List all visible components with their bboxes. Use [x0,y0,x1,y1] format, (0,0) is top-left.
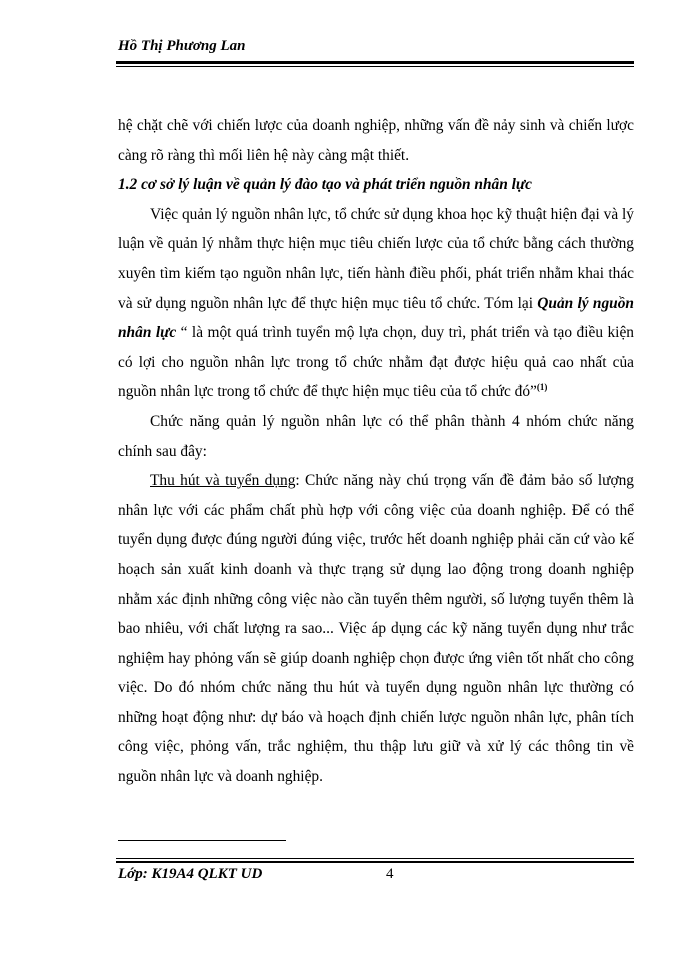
emphasis-term: Quản lý nguồn nhân lực [118,294,634,342]
paragraph-functions-intro: Chức năng quản lý nguồn nhân lực có thể phân thành 4 nhóm chức năng chính sau đây: [118,412,634,460]
document-body [118,111,634,792]
section-heading: 1.2 cơ sở lý luận về quản lý đào tạo và phát triển nguồn nhân lực [118,176,532,194]
footer-rule-thin [116,858,634,859]
paragraph-definition-text-end: “ là một quá trình tuyển mộ lựa chọn, duy trì, phát triển và tạo điều kiện có lợi cho nguồn nhân lực trong tổ chức nhằm đạt được hiệu quả cao nhất của nguồn nhân lực trong tổ chức để thực hiện mục tiêu của tổ chức đó” [118,324,634,401]
paragraph-definition-text-start: Việc quản lý nguồn nhân lực, tổ chức sử dụng khoa học kỹ thuật hiện đại và lý luận về quản lý nhằm thực hiện mục tiêu chiến lược của tổ chức bằng cách thường xuyên tìm kiếm tạo nguồn nhân lực, tiến hành điều phối, phát triển nhằm khai thác và sử dụng nguồn nhân lực để thực hiện mục tiêu tổ chức. Tóm lại [118,205,635,312]
paragraph-definition [118,200,634,407]
header-author: Hồ Thị Phương Lan [118,38,246,54]
recruitment-text: : Chức năng này chú trọng vấn đề đảm bảo số lượng nhân lực với các phẩm chất phù hợp với công việc của doanh nghiệp. Để có thể tuyển dụng được đúng người đúng việc, trước hết doanh nghiệp phải căn cứ vào kế hoạch sản xuất kinh doanh và thực trạng sử dụng lao động trong doanh nghiệp nhằm xác định những công việc nào cần tuyển thêm người, số lượng tuyển thêm là bao nhiêu, với chất lượng ra sao... Việc áp dụng các kỹ năng tuyển dụng như trắc nghiệm hay phỏng vấn sẽ giúp doanh nghiệp chọn được ứng viên tốt nhất cho công việc. Do đó nhóm chức năng thu hút và tuyển dụng nguồn nhân lực thường có những hoạt động như: dự báo và hoạch định chiến lược nguồn nhân lực, phân tích công việc, phỏng vấn, trắc nghiệm, thu thập lưu giữ và xử lý các thông tin về nguồn nhân lực và doanh nghiệp. [118,472,634,786]
paragraph-recruitment [118,466,634,792]
footer-rule-thick [116,861,634,863]
page-number: 4 [386,866,394,882]
header-rule-thin [116,66,634,67]
footnote-separator [118,840,286,841]
footer-class-label: Lớp: K19A4 QLKT UD [118,866,263,882]
header-rule-thick [116,61,634,64]
paragraph-continuation: hệ chặt chẽ với chiến lược của doanh nghiệp, những vấn đề nảy sinh và chiến lược càng rõ ràng thì mối liên hệ này càng mật thiết. [118,117,634,164]
footnote-reference: (1) [536,382,548,393]
recruitment-label: Thu hút và tuyển dụng [150,472,296,490]
